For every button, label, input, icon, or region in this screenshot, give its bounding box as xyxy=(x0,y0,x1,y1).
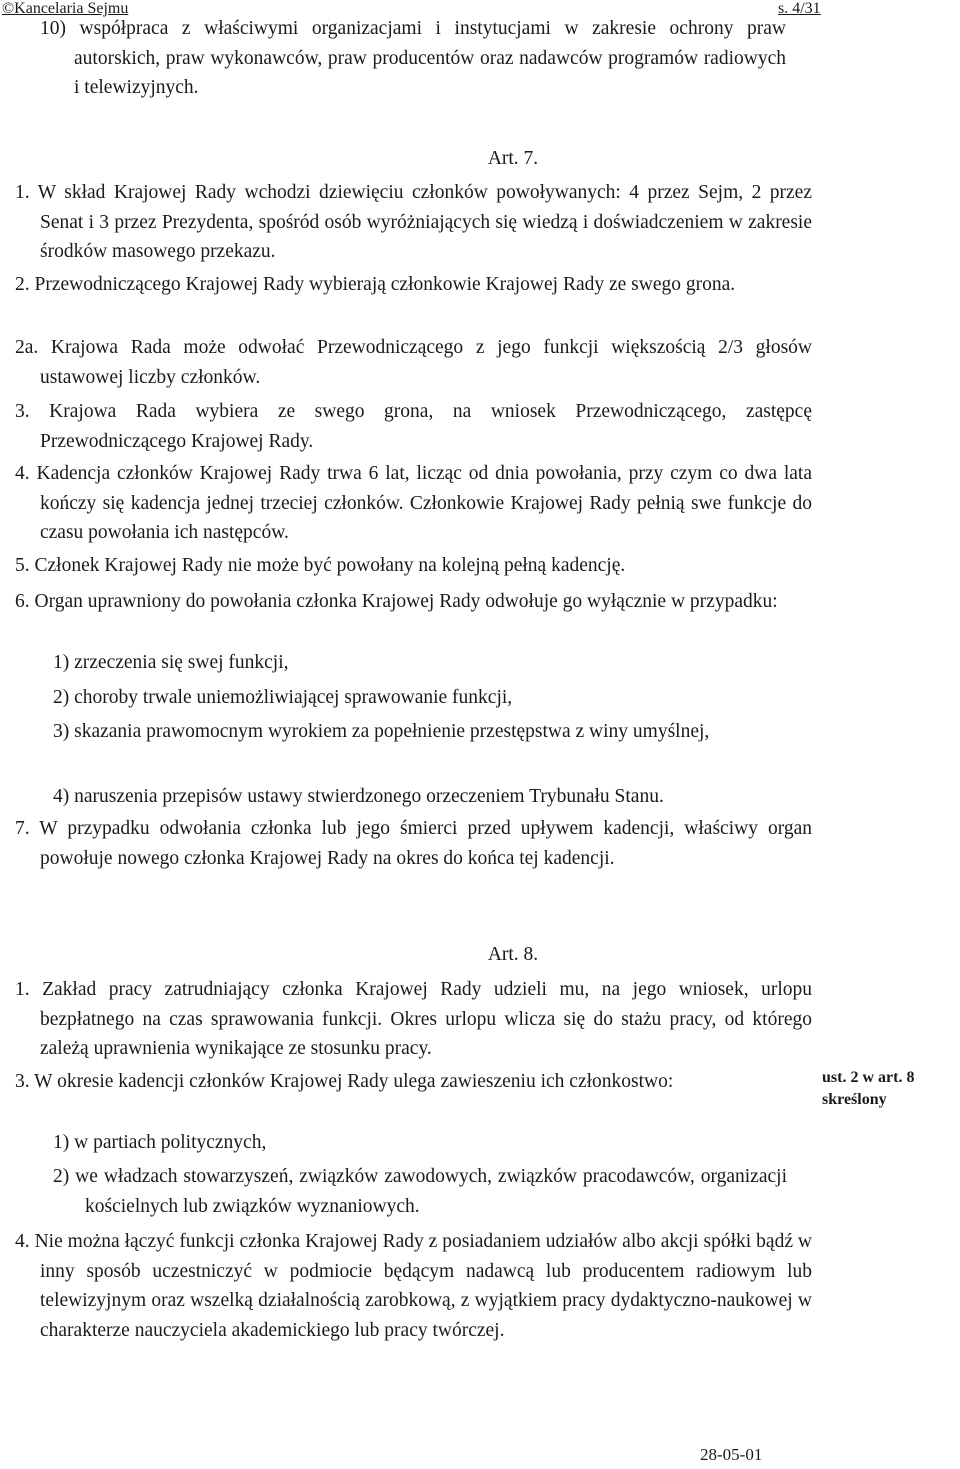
art7-par-6-item-2: 2) choroby trwale uniemożliwiającej sprawowanie funkcji, xyxy=(53,687,513,708)
art7-par-6: 6. Organ uprawniony do powołania członka Krajowej Rady odwołuje go wyłącznie w przypadku: xyxy=(15,591,778,612)
art7-par-6-item-4: 4) naruszenia przepisów ustawy stwierdzonego orzeczeniem Trybunału Stanu. xyxy=(53,786,664,807)
list-item-10: 10) współpraca z właściwymi organizacjami i instytucjami w zakresie ochrony praw autorskich, praw wykonawców, praw producentów oraz nadawców programów radiowych i telewizyjnych. xyxy=(40,18,786,98)
art7-par-1: 1. W skład Krajowej Rady wchodzi dziewięciu członków powoływanych: 4 przez Sejm, 2 przez Senat i 3 przez Prezydenta, spośród osób wyróżniających się wiedzą i doświadczeniem w zakresie środków masowego przekazu. xyxy=(15,182,812,262)
margin-note: ust. 2 w art. 8 skreślony xyxy=(822,1069,915,1108)
art7-par-7: 7. W przypadku odwołania członka lub jego śmierci przed upływem kadencji, właściwy organ powołuje nowego członka Krajowej Rady na okres do końca tej kadencji. xyxy=(15,818,812,869)
art7-par-2: 2. Przewodniczącego Krajowej Rady wybierają członkowie Krajowej Rady ze swego grona. xyxy=(15,274,736,295)
art7-par-3: 3. Krajowa Rada wybiera ze swego grona, na wniosek Przewodniczącego, zastępcę Przewodniczącego Krajowej Rady. xyxy=(15,401,812,452)
article-8-title: Art. 8. xyxy=(487,944,539,965)
art8-par-3-item-1: 1) w partiach politycznych, xyxy=(53,1132,267,1153)
art7-par-4: 4. Kadencja członków Krajowej Rady trwa 6 lat, licząc od dnia powołania, przy czym co dwa lata kończy się kadencja jednej trzeciej członków. Członkowie Krajowej Rady pełnią swe funkcje do czasu powołania ich następców. xyxy=(15,463,812,543)
art8-par-3: 3. W okresie kadencji członków Krajowej Rady ulega zawieszeniu ich członkostwo: xyxy=(15,1071,674,1092)
art8-par-3-item-2: 2) we władzach stowarzyszeń, związków zawodowych, związków pracodawców, organizacji kościelnych lub związków wyznaniowych. xyxy=(53,1166,787,1217)
header-publisher: ©Kancelaria Sejmu xyxy=(2,0,129,17)
art7-par-2a: 2a. Krajowa Rada może odwołać Przewodniczącego z jego funkcji większością 2/3 głosów ustawowej liczby członków. xyxy=(15,337,812,388)
art7-par-5: 5. Członek Krajowej Rady nie może być powołany na kolejną pełną kadencję. xyxy=(15,555,626,576)
art7-par-6-item-3: 3) skazania prawomocnym wyrokiem za popełnienie przestępstwa z winy umyślnej, xyxy=(53,721,710,742)
art7-par-6-item-1: 1) zrzeczenia się swej funkcji, xyxy=(53,652,289,673)
article-7-title: Art. 7. xyxy=(487,148,539,169)
header-page-number: s. 4/31 xyxy=(778,0,821,17)
footer-date: 28-05-01 xyxy=(700,1445,763,1464)
art8-par-4: 4. Nie można łączyć funkcji członka Krajowej Rady z posiadaniem udziałów albo akcji spółki bądź w inny sposób uczestniczyć w podmiocie będącym nadawcą lub producentem radiowym lub telewizyjnym oraz wszelką działalnością zarobkową, z wyjątkiem pracy dydaktyczno-naukowej w charakterze nauczyciela akademickiego lub pracy twórczej. xyxy=(15,1231,812,1341)
art8-par-1: 1. Zakład pracy zatrudniający członka Krajowej Rady udzieli mu, na jego wniosek, urlopu bezpłatnego na czas sprawowania funkcji. Okres urlopu wlicza się do stażu pracy, od którego zależą uprawnienia wynikające ze stosunku pracy. xyxy=(15,979,812,1059)
